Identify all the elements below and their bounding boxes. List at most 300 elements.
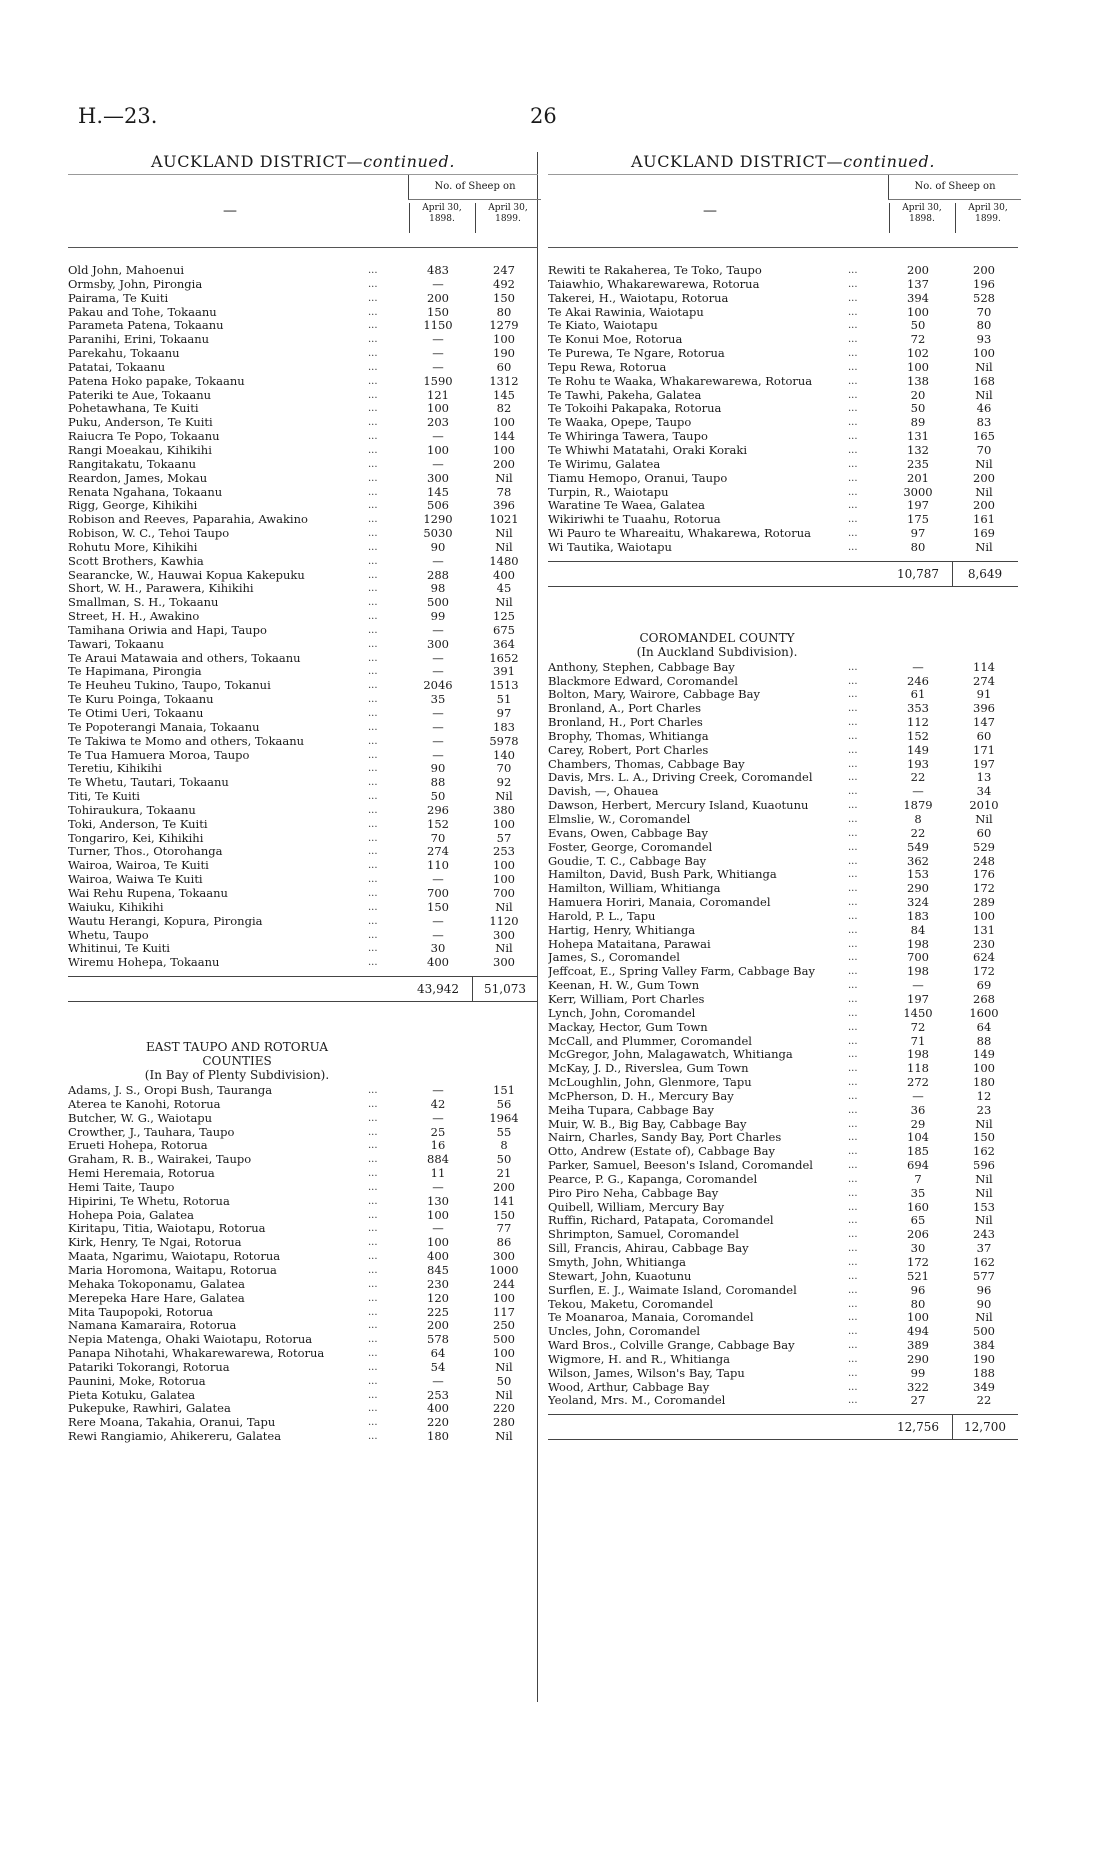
owner-name: Te Akai Rawinia, Waiotapu	[548, 305, 704, 319]
table-row	[548, 771, 1018, 785]
leader-dots: ...	[848, 1035, 858, 1047]
sheep-1899: 82	[496, 401, 512, 416]
sheep-1899: 45	[496, 581, 512, 596]
sheep-1898: 494	[907, 1324, 929, 1339]
owner-name: Tekou, Maketu, Coromandel	[548, 1297, 714, 1311]
sheep-1899: Nil	[975, 387, 993, 402]
owner-name: Te Rohu te Waaka, Whakarewarewa, Rotorua	[548, 374, 813, 388]
sheep-1899: 200	[493, 456, 515, 471]
table-row	[68, 402, 538, 416]
owner-name: Toki, Anderson, Te Kuiti	[68, 817, 208, 831]
sheep-1898: 225	[427, 1304, 449, 1319]
leader-dots: ...	[848, 1104, 858, 1116]
owner-name: Aterea te Kanohi, Rotorua	[68, 1097, 221, 1111]
sheep-1898: —	[432, 872, 444, 887]
sheep-1899: 56	[496, 1096, 512, 1111]
owner-name: Wairoa, Wairoa, Te Kuiti	[68, 859, 209, 873]
table-row	[548, 993, 1018, 1007]
sheep-1898: 84	[910, 922, 926, 937]
owner-name: Raiucra Te Popo, Tokaanu	[68, 430, 220, 444]
table-row	[548, 333, 1018, 347]
table-row	[548, 813, 1018, 827]
leader-dots: ...	[368, 472, 378, 484]
sheep-1899: 196	[973, 276, 995, 291]
sheep-1898: 50	[910, 401, 926, 416]
sheep-1899: 37	[976, 1241, 992, 1256]
sheep-1899: 93	[976, 332, 992, 347]
table-row	[68, 887, 538, 901]
owner-name: Tiamu Hemopo, Oranui, Taupo	[548, 471, 728, 485]
leader-dots: ...	[848, 1160, 858, 1172]
sheep-1898: 300	[427, 636, 449, 651]
table-row	[548, 1118, 1018, 1132]
sheep-1898: —	[432, 1221, 444, 1236]
sheep-1899: 100	[493, 415, 515, 430]
sheep-1898: 96	[910, 1282, 926, 1297]
leader-dots: ...	[368, 265, 378, 276]
owner-name: Surflen, E. J., Waimate Island, Coromandel	[548, 1283, 797, 1297]
sheep-1898: 90	[430, 761, 446, 776]
table-row	[68, 804, 538, 818]
table-row	[68, 264, 538, 278]
sheep-1899: 248	[973, 853, 995, 868]
sheep-1898: 90	[430, 539, 446, 554]
table-row	[68, 1375, 538, 1389]
sheep-1899: Nil	[975, 359, 993, 374]
sheep-1898: —	[432, 747, 444, 762]
sheep-1899: 50	[496, 1373, 512, 1388]
sheep-1898: 290	[907, 881, 929, 896]
table-row	[548, 527, 1018, 541]
sheep-1899: 80	[496, 304, 512, 319]
sheep-1899: 12	[976, 1088, 992, 1103]
sheep-1898: 25	[430, 1124, 446, 1139]
sheep-1899: 396	[493, 498, 515, 513]
sheep-1898: 102	[907, 346, 929, 361]
leader-dots: ...	[368, 458, 378, 470]
sheep-1899: 500	[973, 1324, 995, 1339]
table-row	[68, 873, 538, 887]
sheep-1899: 96	[976, 1282, 992, 1297]
owner-name: Yeoland, Mrs. M., Coromandel	[548, 1394, 726, 1408]
sheep-1899: 150	[493, 1207, 515, 1222]
table-row	[548, 1021, 1018, 1035]
table-row	[548, 278, 1018, 292]
sheep-1899: 197	[973, 756, 995, 771]
sheep-1898: 700	[427, 885, 449, 900]
table-row	[68, 1361, 538, 1375]
table-row	[68, 901, 538, 915]
sheep-1898: —	[432, 650, 444, 665]
sheep-1899: 268	[973, 991, 995, 1006]
sheep-1899: 274	[973, 673, 995, 688]
leader-dots: ...	[368, 417, 378, 429]
sheep-1899: 384	[973, 1338, 995, 1353]
owner-name: Street, H. H., Awakino	[68, 610, 200, 624]
owner-name: Panapa Nihotahi, Whakarewarewa, Rotorua	[68, 1347, 325, 1361]
leader-dots: ...	[368, 804, 378, 816]
sheep-1899: 97	[496, 706, 512, 720]
leader-dots: ...	[368, 666, 378, 678]
header-col-1899: April 30, 1899.	[475, 203, 540, 233]
leader-dots: ...	[848, 361, 858, 373]
owner-name: Sill, Francis, Ahirau, Cabbage Bay	[548, 1242, 749, 1256]
owner-name: Tamihana Oriwia and Hapi, Taupo	[68, 623, 267, 637]
owner-name: Wiremu Hohepa, Tokaanu	[68, 956, 220, 970]
owner-name: Teretiu, Kihikihi	[68, 762, 162, 776]
leader-dots: ...	[368, 887, 378, 899]
owner-name: Foster, George, Coromandel	[548, 840, 713, 854]
sheep-1898: 89	[910, 415, 926, 430]
leader-dots: ...	[368, 597, 378, 609]
sheep-1898: 20	[910, 387, 926, 402]
table-row	[548, 1145, 1018, 1159]
leader-dots: ...	[368, 721, 378, 733]
owner-name: Ward Bros., Colville Grange, Cabbage Bay	[548, 1339, 795, 1353]
sheep-1899: 70	[976, 442, 992, 457]
sheep-1899: 149	[973, 1047, 995, 1062]
sheep-1898: 253	[427, 1387, 449, 1402]
table-row	[548, 702, 1018, 716]
owner-name: Patatai, Tokaanu	[68, 360, 166, 374]
owner-name: Goudie, T. C., Cabbage Bay	[548, 854, 707, 868]
sheep-1898: 197	[907, 498, 929, 513]
sheep-1898: 290	[907, 1351, 929, 1366]
leader-dots: ...	[848, 1284, 858, 1296]
sheep-1899: 577	[973, 1268, 995, 1283]
sheep-1898: 152	[907, 728, 929, 743]
owner-name: Rangi Moeakau, Kihikihi	[68, 443, 212, 457]
sheep-1899: 169	[973, 526, 995, 541]
leader-dots: ...	[848, 514, 858, 526]
leader-dots: ...	[368, 680, 378, 692]
right-rows	[548, 248, 1018, 555]
leader-dots: ...	[848, 730, 858, 742]
sheep-1899: Nil	[495, 1387, 513, 1402]
right-table-header	[548, 174, 1018, 248]
sheep-1898: 246	[907, 673, 929, 688]
owner-name: Tepu Rewa, Rotorua	[548, 360, 667, 374]
sheep-1899: Nil	[495, 941, 513, 956]
owner-name: Wairoa, Waiwa Te Kuiti	[68, 873, 203, 887]
owner-name: Hamilton, William, Whitianga	[548, 882, 721, 896]
sheep-1898: 353	[907, 701, 929, 716]
sheep-1898: —	[912, 1088, 924, 1103]
leader-dots: ...	[848, 1367, 858, 1379]
sheep-1898: 22	[910, 825, 926, 840]
owner-name: Kerr, William, Port Charles	[548, 992, 705, 1006]
sheep-1899: 88	[976, 1033, 992, 1048]
sheep-1898: 35	[430, 692, 446, 707]
owner-name: Reardon, James, Mokau	[68, 471, 208, 485]
owner-name: Parameta Patena, Tokaanu	[68, 319, 224, 333]
owner-name: Old John, Mahoenui	[68, 264, 185, 277]
leader-dots: ...	[848, 1381, 858, 1393]
table-row	[548, 1298, 1018, 1312]
sheep-1899: 150	[493, 290, 515, 305]
sheep-1899: 400	[493, 567, 515, 582]
sheep-1898: —	[912, 978, 924, 993]
sheep-1898: 272	[907, 1075, 929, 1090]
sheep-1899: 114	[973, 659, 995, 674]
sheep-1899: 46	[976, 401, 992, 416]
sheep-1898: 72	[910, 1019, 926, 1034]
sheep-1899: Nil	[975, 1171, 993, 1186]
leader-dots: ...	[368, 1112, 378, 1124]
owner-name: Turpin, R., Waiotapu	[548, 485, 669, 499]
sheep-1899: 22	[976, 1393, 992, 1408]
leader-dots: ...	[848, 869, 858, 881]
sheep-1898: —	[912, 784, 924, 799]
leader-dots: ...	[848, 292, 858, 304]
owner-name: Bronland, A., Port Charles	[548, 702, 702, 716]
table-row	[68, 1402, 538, 1416]
sheep-1899: 230	[973, 936, 995, 951]
table-row	[68, 665, 538, 679]
leader-dots: ...	[848, 1326, 858, 1338]
table-row	[68, 319, 538, 333]
table-row	[548, 499, 1018, 513]
sheep-1898: 149	[907, 742, 929, 757]
leader-dots: ...	[848, 814, 858, 825]
sheep-1899: 162	[973, 1255, 995, 1269]
sheep-1899: 168	[973, 373, 995, 388]
sheep-1898: 100	[907, 359, 929, 374]
owner-name: Te Whetu, Tautari, Tokaanu	[68, 776, 229, 790]
sheep-1899: 117	[493, 1304, 515, 1319]
owner-name: Waratine Te Waea, Galatea	[548, 499, 705, 513]
sheep-1898: —	[432, 706, 444, 720]
total-1899: 51,073	[472, 977, 537, 1001]
table-row	[548, 319, 1018, 333]
leader-dots: ...	[368, 777, 378, 789]
owner-name: McGregor, John, Malagawatch, Whitianga	[548, 1048, 793, 1062]
sheep-1899: 100	[493, 872, 515, 887]
table-row	[68, 499, 538, 513]
owner-name: Puku, Anderson, Te Kuiti	[68, 416, 213, 430]
sheep-1898: 132	[907, 442, 929, 457]
leader-dots: ...	[848, 500, 858, 512]
sheep-1898: 16	[430, 1138, 446, 1153]
leader-dots: ...	[848, 717, 858, 729]
sheep-1899: 92	[496, 775, 512, 790]
leader-dots: ...	[848, 528, 858, 540]
owner-name: Turner, Thos., Otorohanga	[68, 845, 223, 859]
sheep-1899: Nil	[975, 1185, 993, 1200]
sheep-1899: Nil	[495, 595, 513, 610]
owner-name: Whetu, Taupo	[68, 928, 149, 942]
leader-dots: ...	[368, 1278, 378, 1290]
leader-dots: ...	[368, 832, 378, 844]
owner-name: Parekahu, Tokaanu	[68, 347, 180, 361]
sheep-1899: 70	[496, 761, 512, 776]
leader-dots: ...	[368, 1306, 378, 1318]
owner-name: Pairama, Te Kuiti	[68, 291, 169, 305]
sheep-1898: 7	[914, 1171, 922, 1186]
sheep-1899: 64	[976, 1019, 992, 1034]
owner-name: Mackay, Hector, Gum Town	[548, 1020, 708, 1034]
leader-dots: ...	[368, 652, 378, 664]
owner-name: Wigmore, H. and R., Whitianga	[548, 1352, 731, 1366]
leader-dots: ...	[368, 929, 378, 941]
leader-dots: ...	[368, 1375, 378, 1387]
sheep-1899: 23	[976, 1102, 992, 1117]
sheep-1899: 55	[496, 1124, 512, 1139]
sheep-1899: 200	[973, 498, 995, 513]
sheep-1898: —	[912, 659, 924, 674]
leader-dots: ...	[368, 1389, 378, 1401]
leader-dots: ...	[848, 1270, 858, 1282]
sheep-1899: Nil	[495, 899, 513, 914]
owner-name: Wilson, James, Wilson's Bay, Tapu	[548, 1366, 745, 1380]
sheep-1899: 125	[493, 609, 515, 624]
table-row	[548, 402, 1018, 416]
sheep-1898: 845	[427, 1263, 449, 1277]
table-row	[68, 555, 538, 569]
table-row	[68, 1347, 538, 1361]
leader-dots: ...	[368, 555, 378, 567]
sheep-1898: —	[432, 429, 444, 444]
owner-name: Quibell, William, Mercury Bay	[548, 1200, 725, 1214]
left-column-title: AUCKLAND DISTRICT—continued.	[150, 152, 456, 171]
left-total-row	[68, 976, 538, 1002]
owner-name: Rere Moana, Takahia, Oranui, Tapu	[68, 1416, 276, 1430]
leader-dots: ...	[848, 1298, 858, 1310]
sheep-1898: 394	[907, 290, 929, 305]
table-row	[68, 1250, 538, 1264]
owner-name: Butcher, W. G., Waiotapu	[68, 1111, 213, 1125]
table-row	[548, 938, 1018, 952]
table-row	[548, 472, 1018, 486]
section-title-2: COUNTIES	[202, 1054, 272, 1069]
sheep-1898: 145	[427, 484, 449, 499]
sheep-1898: 235	[907, 456, 929, 471]
owner-name: Tawari, Tokaanu	[68, 637, 165, 651]
leader-dots: ...	[848, 431, 858, 443]
owner-name: Hohepa Mataitana, Parawai	[548, 937, 711, 951]
sheep-1899: Nil	[975, 539, 993, 554]
sheep-1898: 64	[430, 1346, 446, 1361]
sheep-1898: —	[432, 359, 444, 374]
sheep-1899: 100	[973, 1061, 995, 1076]
table-row	[548, 799, 1018, 813]
sheep-1899: 165	[973, 429, 995, 444]
table-row	[68, 693, 538, 707]
sheep-1899: 492	[493, 276, 515, 291]
sheep-1898: 71	[910, 1033, 926, 1048]
table-row	[548, 1242, 1018, 1256]
owner-name: Hemi Taite, Taupo	[68, 1180, 175, 1194]
table-row	[68, 1278, 538, 1292]
owner-name: Te Moanaroa, Manaia, Coromandel	[548, 1311, 754, 1325]
table-row	[68, 389, 538, 403]
sheep-1899: 77	[496, 1221, 512, 1236]
leader-dots: ...	[848, 1132, 858, 1144]
leader-dots: ...	[368, 334, 378, 346]
sheep-1899: 280	[493, 1415, 515, 1430]
owner-name: Titi, Te Kuiti	[68, 790, 140, 804]
owner-name: Paunini, Moke, Rotorua	[68, 1374, 206, 1388]
leader-dots: ...	[848, 786, 858, 798]
owner-name: Te Tua Hamuera Moroa, Taupo	[68, 748, 250, 762]
sheep-1898: 203	[427, 415, 449, 430]
sheep-1898: 1150	[423, 318, 453, 333]
leader-dots: ...	[848, 444, 858, 456]
sheep-1899: 500	[493, 1332, 515, 1347]
owner-name: Anthony, Stephen, Cabbage Bay	[548, 660, 735, 674]
sheep-1898: 150	[427, 304, 449, 319]
leader-dots: ...	[848, 1215, 858, 1227]
leader-dots: ...	[848, 758, 858, 770]
table-row	[548, 347, 1018, 361]
owner-name: McPherson, D. H., Mercury Bay	[548, 1089, 734, 1103]
sheep-1898: 65	[910, 1213, 926, 1228]
sheep-1899: 300	[493, 955, 515, 970]
leader-dots: ...	[368, 1209, 378, 1221]
leader-dots: ...	[848, 417, 858, 429]
leader-dots: ...	[848, 1173, 858, 1185]
sheep-1898: 72	[910, 332, 926, 347]
owner-name: Tongariro, Kei, Kihikihi	[68, 831, 204, 845]
sheep-1898: 54	[430, 1359, 446, 1374]
left-section-rows	[68, 1082, 538, 1444]
owner-name: Harold, P. L., Tapu	[548, 909, 656, 923]
sheep-1898: 110	[427, 858, 449, 873]
table-row	[68, 749, 538, 763]
table-row	[68, 929, 538, 943]
sheep-1898: 183	[907, 908, 929, 923]
table-row	[548, 1187, 1018, 1201]
sheep-1899: 51	[496, 692, 512, 707]
owner-name: Robison, W. C., Tehoi Taupo	[68, 527, 230, 541]
leader-dots: ...	[848, 1118, 858, 1130]
sheep-1898: —	[432, 622, 444, 637]
sheep-1899: 700	[493, 885, 515, 900]
owner-name: Te Wirimu, Galatea	[548, 457, 661, 471]
owner-name: Ruffin, Richard, Patapata, Coromandel	[548, 1214, 774, 1228]
owner-name: Adams, J. S., Oropi Bush, Tauranga	[68, 1084, 273, 1098]
leader-dots: ...	[368, 708, 378, 719]
owner-name: Te Heuheu Tukino, Taupo, Tokanui	[68, 679, 271, 693]
owner-name: Rewi Rangiamio, Ahikereru, Galatea	[68, 1430, 282, 1444]
table-row	[548, 868, 1018, 882]
sheep-1898: 324	[907, 895, 929, 910]
leader-dots: ...	[848, 675, 858, 687]
owner-name: Blackmore Edward, Coromandel	[548, 674, 738, 688]
table-row	[68, 956, 538, 970]
owner-name: Te Hapimana, Pirongia	[68, 665, 202, 679]
table-row	[68, 541, 538, 555]
leader-dots: ...	[368, 320, 378, 332]
leader-dots: ...	[368, 1085, 378, 1097]
sheep-1898: —	[432, 719, 444, 734]
sheep-1898: 694	[907, 1158, 929, 1173]
table-row	[68, 1153, 538, 1167]
sheep-1899: 86	[496, 1235, 512, 1250]
leader-dots: ...	[368, 915, 378, 927]
sheep-1898: 88	[430, 775, 446, 790]
sheep-1899: Nil	[495, 1359, 513, 1374]
right-section-total-row	[548, 1414, 1018, 1440]
total-1898: 10,787	[897, 566, 939, 581]
sheep-1898: 100	[427, 401, 449, 416]
leader-dots: ...	[848, 841, 858, 853]
table-row	[548, 1311, 1018, 1325]
sheep-1899: 250	[493, 1318, 515, 1333]
leader-dots: ...	[848, 1312, 858, 1324]
owner-name: Searancke, W., Hauwai Kopua Kakepuku	[68, 568, 305, 582]
sheep-1899: 1021	[489, 512, 519, 527]
